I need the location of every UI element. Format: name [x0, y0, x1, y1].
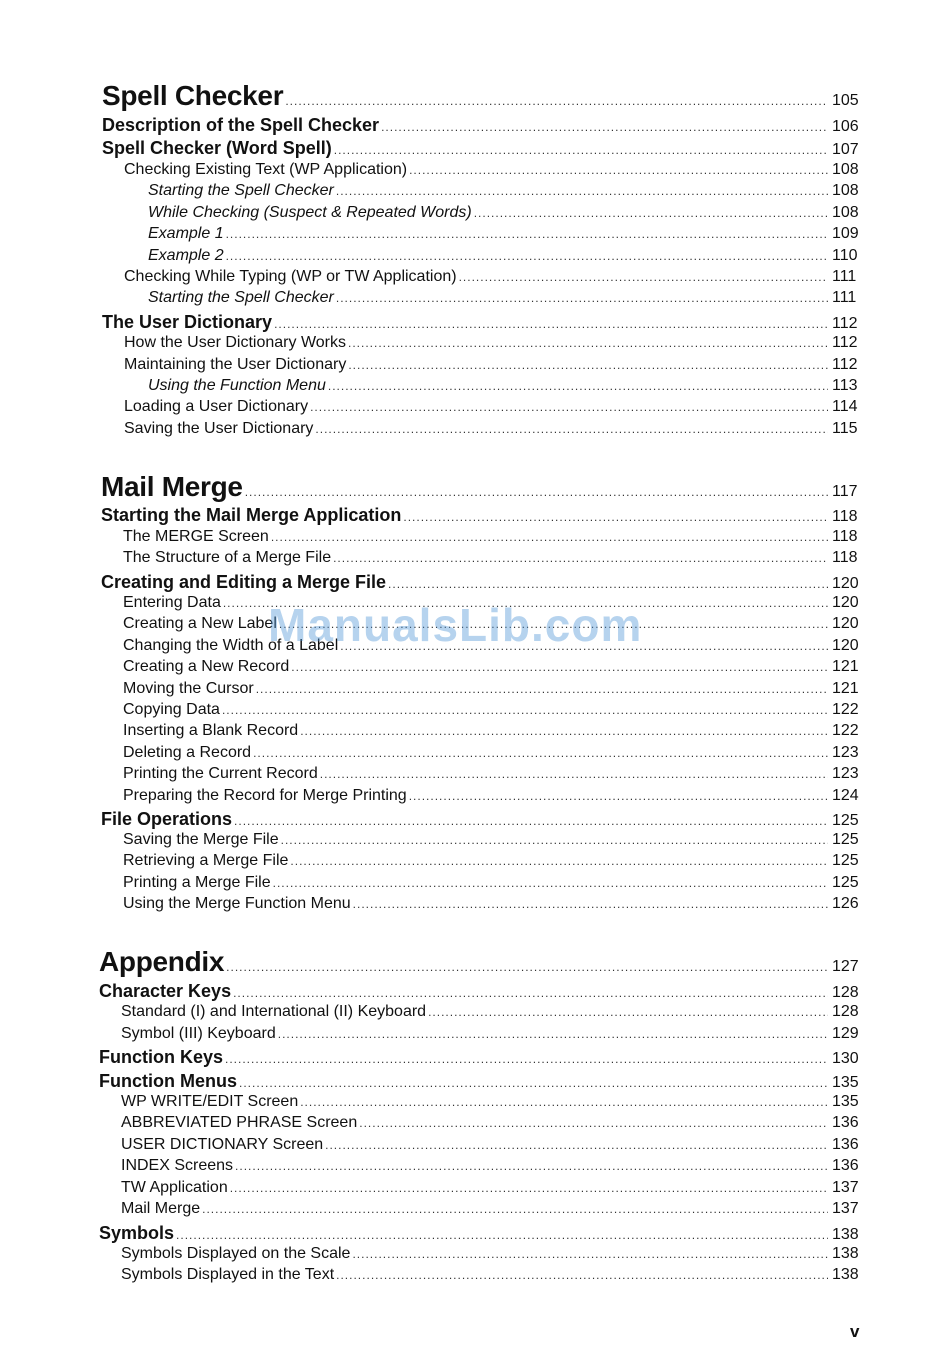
toc-entry-title: Changing the Width of a Label: [123, 637, 339, 654]
toc-entry-page: 110: [832, 247, 858, 264]
toc-entry-page: 108: [832, 204, 859, 221]
toc-entry-page: 128: [832, 1003, 859, 1020]
toc-entry-title: Saving the User Dictionary: [124, 420, 314, 437]
dot-leader: [226, 960, 828, 974]
toc-entry-page: 125: [832, 852, 859, 869]
dot-leader: [234, 814, 828, 828]
toc-entry: [0, 765, 950, 783]
dot-leader: [348, 336, 828, 350]
dot-leader: [300, 724, 828, 738]
watermark: ManualsLib.com: [268, 599, 643, 651]
dot-leader: [245, 485, 828, 499]
toc-entry-title: Example 1: [148, 225, 224, 242]
toc-entry-page: 118: [832, 549, 858, 566]
dot-leader: [233, 986, 828, 1000]
dot-leader: [256, 682, 828, 696]
toc-entry-title: Starting the Mail Merge Application: [101, 505, 402, 525]
toc-entry: [0, 1114, 950, 1132]
toc-entry: [0, 549, 950, 567]
toc-entry-title: Symbols Displayed in the Text: [121, 1266, 335, 1283]
toc-entry-page: 111: [832, 289, 857, 306]
toc-entry-page: 108: [832, 182, 859, 199]
toc-entry-title: Starting the Spell Checker: [148, 289, 334, 306]
toc-entry: [0, 1266, 950, 1284]
toc-entry-title: Loading a User Dictionary: [124, 398, 309, 415]
toc-entry-title: Inserting a Blank Record: [123, 722, 299, 739]
toc-entry-title: Appendix: [99, 946, 225, 977]
toc-entry-title: Checking Existing Text (WP Application): [124, 161, 408, 178]
toc-entry-page: 136: [832, 1114, 859, 1131]
toc-chapter: [0, 80, 950, 112]
toc-entry: [0, 182, 950, 200]
toc-heading: [0, 115, 950, 136]
dot-leader: [359, 1116, 828, 1130]
toc-entry-title: Creating a New Record: [123, 658, 290, 675]
toc-entry-page: 137: [832, 1200, 859, 1217]
toc-entry: [0, 594, 950, 612]
toc-entry: [0, 420, 950, 438]
toc-chapter: [0, 946, 950, 978]
toc-entry-title: Creating a New Label: [123, 615, 277, 632]
toc-entry-title: Starting the Spell Checker: [148, 182, 334, 199]
dot-leader: [388, 577, 828, 591]
toc-entry-title: Entering Data: [123, 594, 221, 611]
toc-entry: [0, 268, 950, 286]
toc-entry-page: 135: [832, 1093, 859, 1110]
toc-entry-title: How the User Dictionary Works: [124, 334, 346, 351]
toc-entry: [0, 852, 950, 870]
dot-leader: [230, 1181, 828, 1195]
toc-entry-title: Copying Data: [123, 701, 220, 718]
dot-leader: [291, 660, 828, 674]
toc-entry-title: TW Application: [121, 1179, 228, 1196]
toc-entry-page: 107: [832, 141, 859, 158]
toc-entry-title: The Structure of a Merge File: [123, 549, 332, 566]
toc-entry-title: Preparing the Record for Merge Printing: [123, 787, 407, 804]
dot-leader: [315, 422, 828, 436]
toc-entry: [0, 831, 950, 849]
toc-entry-title: Checking While Typing (WP or TW Application): [124, 268, 457, 285]
dot-leader: [348, 358, 828, 372]
toc-entry-page: 125: [832, 874, 859, 891]
toc-entry: [0, 1093, 950, 1111]
toc-entry-title: File Operations: [101, 809, 233, 829]
toc-entry-title: Description of the Spell Checker: [102, 115, 380, 135]
toc-entry: [0, 787, 950, 805]
dot-leader: [409, 163, 828, 177]
dot-leader: [273, 876, 828, 890]
toc-entry-page: 118: [832, 508, 858, 525]
toc-entry-title: Symbols Displayed on the Scale: [121, 1245, 351, 1262]
toc-entry-page: 118: [832, 528, 858, 545]
toc-entry-title: Printing the Current Record: [123, 765, 318, 782]
toc-entry: [0, 247, 950, 265]
toc-entry-page: 112: [832, 334, 858, 351]
dot-leader: [459, 270, 828, 284]
toc-entry: [0, 1179, 950, 1197]
toc-entry-page: 122: [832, 722, 859, 739]
dot-leader: [403, 510, 828, 524]
toc-entry-page: 117: [832, 483, 858, 500]
toc-entry-page: 136: [832, 1157, 859, 1174]
toc-entry-page: 125: [832, 831, 859, 848]
toc-entry-title: The User Dictionary: [102, 312, 273, 332]
toc-entry-page: 121: [832, 680, 859, 697]
toc-entry-title: Spell Checker: [102, 80, 284, 111]
dot-leader: [333, 551, 828, 565]
toc-entry-page: 105: [832, 92, 859, 109]
toc-entry-title: Standard (I) and International (II) Keyboard: [121, 1003, 427, 1020]
dot-leader: [336, 184, 828, 198]
dot-leader: [428, 1005, 828, 1019]
toc-entry-title: Example 2: [148, 247, 224, 264]
toc-entry-title: Spell Checker (Word Spell): [102, 138, 332, 158]
toc-entry-page: 129: [832, 1025, 859, 1042]
toc-entry-page: 120: [832, 637, 859, 654]
page-number: v: [850, 1322, 860, 1341]
toc-entry-page: 113: [832, 377, 858, 394]
toc-entry-page: 135: [832, 1074, 859, 1091]
toc-entry-page: 123: [832, 765, 859, 782]
dot-leader: [226, 249, 828, 263]
toc-heading: [0, 505, 950, 526]
toc-heading: [0, 1047, 950, 1068]
toc-entry: [0, 398, 950, 416]
dot-leader: [239, 1076, 828, 1090]
toc-entry-page: 138: [832, 1226, 859, 1243]
toc-entry: [0, 356, 950, 374]
dot-leader: [274, 317, 828, 331]
toc-heading: [0, 572, 950, 593]
toc-entry: [0, 680, 950, 698]
toc-entry: [0, 1136, 950, 1154]
toc-entry-page: 125: [832, 812, 859, 829]
dot-leader: [352, 1247, 828, 1261]
dot-leader: [278, 1027, 828, 1041]
toc-entry-page: 111: [832, 268, 857, 285]
dot-leader: [235, 1159, 828, 1173]
toc-entry-page: 123: [832, 744, 859, 761]
toc-entry: [0, 334, 950, 352]
toc-entry: [0, 1157, 950, 1175]
dot-leader: [334, 143, 828, 157]
toc-entry-title: Mail Merge: [121, 1200, 201, 1217]
toc-entry: [0, 658, 950, 676]
toc-entry: [0, 161, 950, 179]
toc-entry-title: Printing a Merge File: [123, 874, 271, 891]
toc-entry-title: Moving the Cursor: [123, 680, 254, 697]
dot-leader: [340, 639, 828, 653]
toc-entry-title: Using the Function Menu: [148, 377, 326, 394]
toc-entry-title: Character Keys: [99, 981, 232, 1001]
toc-entry-page: 108: [832, 161, 859, 178]
dot-leader: [253, 746, 828, 760]
toc-entry-page: 115: [832, 420, 858, 437]
toc-entry: [0, 637, 950, 655]
dot-leader: [381, 120, 828, 134]
toc-entry-page: 124: [832, 787, 859, 804]
dot-leader: [474, 206, 828, 220]
toc-entry-title: Saving the Merge File: [123, 831, 279, 848]
dot-leader: [285, 94, 828, 108]
toc-entry: [0, 1025, 950, 1043]
dot-leader: [325, 1138, 828, 1152]
toc-entry-page: 112: [832, 315, 858, 332]
toc-entry-page: 121: [832, 658, 859, 675]
dot-leader: [225, 1052, 828, 1066]
toc-heading: [0, 138, 950, 159]
toc-entry: [0, 1200, 950, 1218]
toc-entry: [0, 377, 950, 395]
toc-entry-title: Function Menus: [99, 1071, 237, 1091]
toc-entry-title: ABBREVIATED PHRASE Screen: [121, 1114, 358, 1131]
dot-leader: [328, 379, 828, 393]
dot-leader: [320, 767, 828, 781]
dot-leader: [279, 617, 828, 631]
toc-entry-page: 126: [832, 895, 859, 912]
toc-entry-title: USER DICTIONARY Screen: [121, 1136, 324, 1153]
toc-entry-title: Symbol (III) Keyboard: [121, 1025, 276, 1042]
toc-entry-page: 120: [832, 594, 859, 611]
dot-leader: [222, 703, 828, 717]
toc-entry: [0, 1003, 950, 1021]
dot-leader: [336, 291, 828, 305]
dot-leader: [336, 1268, 828, 1282]
toc-heading: [0, 1223, 950, 1244]
toc-entry: [0, 204, 950, 222]
toc-entry-title: Function Keys: [99, 1047, 224, 1067]
toc-entry-page: 130: [832, 1050, 859, 1067]
toc-entry-title: Retrieving a Merge File: [123, 852, 289, 869]
dot-leader: [271, 530, 828, 544]
dot-leader: [176, 1228, 828, 1242]
toc-entry: [0, 744, 950, 762]
toc-entry-title: The MERGE Screen: [123, 528, 269, 545]
toc-entry-page: 128: [832, 984, 859, 1001]
toc-entry-title: INDEX Screens: [121, 1157, 234, 1174]
toc-heading: [0, 809, 950, 830]
toc-entry: [0, 874, 950, 892]
toc-entry: [0, 615, 950, 633]
toc-entry: [0, 701, 950, 719]
toc-heading: [0, 1071, 950, 1092]
toc-chapter: [0, 471, 950, 503]
dot-leader: [202, 1202, 828, 1216]
toc-entry-page: 122: [832, 701, 859, 718]
toc-entry-title: Mail Merge: [101, 471, 243, 502]
dot-leader: [409, 789, 828, 803]
toc-entry-page: 120: [832, 575, 859, 592]
toc-entry: [0, 1245, 950, 1263]
toc-entry-title: While Checking (Suspect & Repeated Words): [148, 204, 472, 221]
toc-entry-page: 137: [832, 1179, 859, 1196]
toc-entry-title: Deleting a Record: [123, 744, 252, 761]
toc-entry-page: 127: [832, 958, 859, 975]
toc-entry-title: Using the Merge Function Menu: [123, 895, 351, 912]
toc-heading: [0, 312, 950, 333]
dot-leader: [310, 400, 828, 414]
dot-leader: [223, 596, 828, 610]
dot-leader: [290, 854, 828, 868]
toc-entry-page: 114: [832, 398, 858, 415]
toc-entry-page: 138: [832, 1266, 859, 1283]
dot-leader: [300, 1095, 828, 1109]
toc-entry-page: 136: [832, 1136, 859, 1153]
toc-entry: [0, 289, 950, 307]
toc-entry-page: 120: [832, 615, 859, 632]
toc-entry: [0, 225, 950, 243]
dot-leader: [281, 833, 828, 847]
toc-entry-title: Symbols: [99, 1223, 175, 1243]
toc-entry-page: 109: [832, 225, 859, 242]
toc-entry: [0, 528, 950, 546]
toc-entry-title: Maintaining the User Dictionary: [124, 356, 347, 373]
dot-leader: [353, 897, 828, 911]
toc-entry-page: 106: [832, 118, 859, 135]
dot-leader: [226, 227, 828, 241]
toc-entry-page: 112: [832, 356, 858, 373]
toc-heading: [0, 981, 950, 1002]
toc-entry-title: Creating and Editing a Merge File: [101, 572, 387, 592]
toc-entry-title: WP WRITE/EDIT Screen: [121, 1093, 299, 1110]
toc-entry: [0, 895, 950, 913]
toc-entry-page: 138: [832, 1245, 859, 1262]
toc-entry: [0, 722, 950, 740]
